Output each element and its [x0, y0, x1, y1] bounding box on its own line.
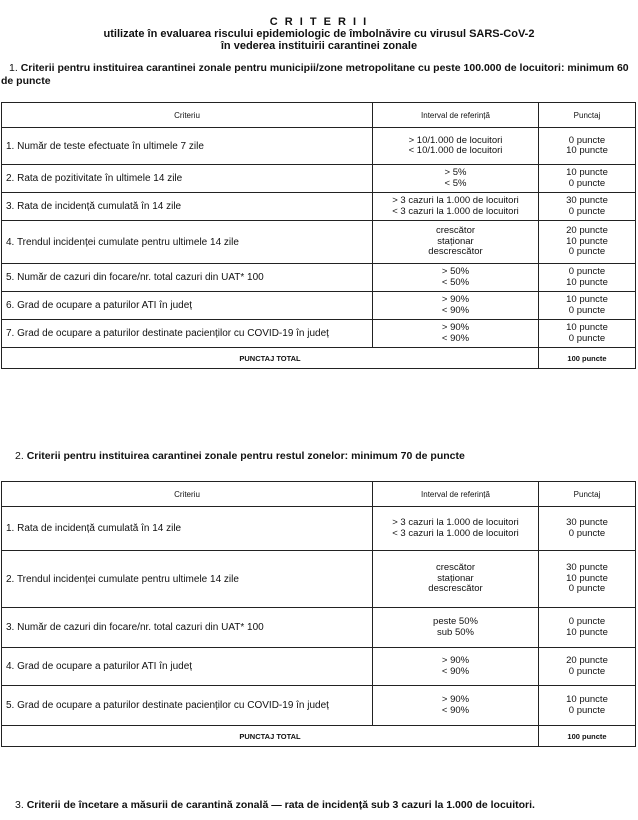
interval-cell: [373, 193, 539, 221]
table-row: [2, 686, 636, 726]
section-1-title: Criterii pentru instituirea carantinei zonale pentru municipii/zone metropolitane cu peste 100.000 de locuitori: minimum 60 de puncte: [1, 62, 629, 87]
document-subtitle-2: în vederea instituirii carantinei zonale: [220, 40, 418, 52]
section-3-number: 3.: [15, 799, 24, 811]
points-value: 10 puncte: [566, 276, 608, 288]
points-value: 30 puncte: [566, 562, 608, 574]
interval-cell: [373, 165, 539, 193]
points-value: 0 puncte: [568, 527, 606, 539]
points-cell: [539, 128, 636, 165]
points-value: 10 puncte: [566, 322, 608, 333]
criterion-cell: 4. Trendul incidenței cumulate pentru ultimele 14 zile: [2, 221, 373, 264]
table-header-row: [2, 482, 636, 507]
interval-value: descrescător: [428, 583, 483, 595]
points-value: 0 puncte: [568, 304, 606, 316]
interval-value: < 10/1.000 de locuitori: [408, 145, 503, 156]
points-cell: [539, 221, 636, 264]
interval-cell: [373, 551, 539, 608]
interval-value: descrescător: [428, 246, 483, 258]
interval-cell: [373, 608, 539, 648]
points-value: 10 puncte: [566, 572, 608, 584]
points-value: 0 puncte: [568, 665, 606, 677]
column-header: Punctaj: [539, 103, 636, 128]
points-cell: [539, 608, 636, 648]
interval-value: > 3 cazuri la 1.000 de locuitori: [392, 517, 519, 528]
column-header: Criteriu: [2, 103, 373, 128]
points-value: 10 puncte: [566, 235, 608, 247]
points-value: 10 puncte: [566, 294, 608, 305]
table-row: [2, 320, 636, 348]
interval-value: > 50%: [441, 266, 470, 277]
table-row: [2, 507, 636, 551]
column-header: Criteriu: [2, 482, 373, 507]
table-row: [2, 264, 636, 292]
points-value: 0 puncte: [568, 583, 606, 595]
table-row: [2, 608, 636, 648]
column-header: Punctaj: [539, 482, 636, 507]
interval-cell: [373, 221, 539, 264]
interval-value: < 3 cazuri la 1.000 de locuitori: [392, 527, 519, 539]
points-value: 0 puncte: [568, 616, 606, 627]
interval-cell: [373, 686, 539, 726]
interval-value: > 90%: [441, 655, 470, 666]
section-1-number: 1.: [9, 62, 18, 74]
points-value: 10 puncte: [566, 626, 608, 638]
interval-value: < 3 cazuri la 1.000 de locuitori: [392, 205, 519, 217]
points-value: 20 puncte: [566, 655, 608, 666]
interval-value: > 3 cazuri la 1.000 de locuitori: [392, 195, 519, 206]
points-cell: [539, 686, 636, 726]
criterion-cell: 4. Grad de ocupare a paturilor ATI în județ: [2, 648, 373, 686]
points-value: 0 puncte: [568, 704, 606, 716]
criterion-cell: 3. Număr de cazuri din focare/nr. total cazuri din UAT* 100: [2, 608, 373, 648]
section-2-heading: [1, 450, 635, 463]
total-label: PUNCTAJ TOTAL: [2, 726, 539, 747]
total-row: [2, 726, 636, 747]
interval-value: < 50%: [441, 276, 470, 288]
interval-cell: [373, 648, 539, 686]
points-value: 0 puncte: [568, 205, 606, 217]
interval-value: < 90%: [441, 704, 470, 716]
interval-cell: [373, 264, 539, 292]
interval-cell: [373, 320, 539, 348]
table-row: [2, 193, 636, 221]
points-cell: [539, 264, 636, 292]
interval-cell: [373, 128, 539, 165]
interval-value: < 90%: [441, 304, 470, 316]
interval-value: < 90%: [441, 332, 470, 344]
criterion-cell: 2. Trendul incidenței cumulate pentru ultimele 14 zile: [2, 551, 373, 608]
interval-cell: [373, 507, 539, 551]
total-value: 100 puncte: [539, 348, 636, 369]
section-3-title: Criterii de încetare a măsurii de carantină zonală — rata de incidență sub 3 cazuri la 1.000 de locuitori.: [26, 799, 535, 811]
interval-value: staționar: [437, 235, 474, 247]
table-header-row: [2, 103, 636, 128]
points-cell: [539, 551, 636, 608]
interval-value: sub 50%: [437, 626, 474, 638]
table-row: [2, 551, 636, 608]
points-value: 20 puncte: [566, 225, 608, 237]
criterion-cell: 1. Rata de incidență cumulată în 14 zile: [2, 507, 373, 551]
total-label: PUNCTAJ TOTAL: [2, 348, 539, 369]
total-value: 100 puncte: [539, 726, 636, 747]
document-title: C R I T E R I I: [269, 16, 369, 28]
interval-value: peste 50%: [433, 616, 478, 627]
points-value: 10 puncte: [566, 167, 608, 178]
criterion-cell: 2. Rata de pozitivitate în ultimele 14 zile: [2, 165, 373, 193]
interval-value: > 90%: [441, 294, 470, 305]
interval-value: crescător: [435, 562, 476, 574]
table-row: [2, 165, 636, 193]
points-value: 0 puncte: [568, 266, 606, 277]
points-cell: [539, 507, 636, 551]
column-header: Interval de referință: [373, 482, 539, 507]
interval-cell: [373, 292, 539, 320]
criterion-cell: 6. Grad de ocupare a paturilor ATI în județ: [2, 292, 373, 320]
table-row: [2, 648, 636, 686]
section-3-heading: [1, 799, 635, 812]
points-cell: [539, 320, 636, 348]
points-value: 0 puncte: [568, 332, 606, 344]
points-value: 10 puncte: [566, 694, 608, 705]
interval-value: > 90%: [441, 322, 470, 333]
points-value: 30 puncte: [566, 517, 608, 528]
points-cell: [539, 648, 636, 686]
points-value: 10 puncte: [566, 145, 608, 156]
interval-value: crescător: [435, 225, 476, 237]
document-subtitle: utilizate în evaluarea riscului epidemiologic de îmbolnăvire cu virusul SARS-CoV-2: [103, 28, 535, 40]
table-row: [2, 292, 636, 320]
criterion-cell: 5. Grad de ocupare a paturilor destinate pacienților cu COVID-19 în județ: [2, 686, 373, 726]
interval-value: < 5%: [444, 177, 467, 189]
interval-value: staționar: [437, 572, 474, 584]
points-value: 0 puncte: [568, 246, 606, 258]
table-row: [2, 221, 636, 264]
criteria-table-2: [1, 481, 636, 747]
criterion-cell: 3. Rata de incidență cumulată în 14 zile: [2, 193, 373, 221]
points-cell: [539, 193, 636, 221]
table-row: [2, 128, 636, 165]
criterion-cell: 5. Număr de cazuri din focare/nr. total cazuri din UAT* 100: [2, 264, 373, 292]
criterion-cell: 1. Număr de teste efectuate în ultimele 7 zile: [2, 128, 373, 165]
section-2-title: Criterii pentru instituirea carantinei zonale pentru restul zonelor: minimum 70 de puncte: [26, 450, 465, 462]
section-1-heading: [1, 62, 635, 88]
total-row: [2, 348, 636, 369]
interval-value: > 90%: [441, 694, 470, 705]
interval-value: > 10/1.000 de locuitori: [408, 134, 503, 146]
criteria-table-1: [1, 102, 636, 369]
interval-value: < 90%: [441, 665, 470, 677]
points-cell: [539, 292, 636, 320]
column-header: Interval de referință: [373, 103, 539, 128]
section-2-number: 2.: [15, 450, 24, 462]
points-cell: [539, 165, 636, 193]
points-value: 0 puncte: [568, 134, 606, 146]
points-value: 0 puncte: [568, 177, 606, 189]
interval-value: > 5%: [444, 167, 467, 178]
criterion-cell: 7. Grad de ocupare a paturilor destinate pacienților cu COVID-19 în județ: [2, 320, 373, 348]
points-value: 30 puncte: [566, 195, 608, 206]
